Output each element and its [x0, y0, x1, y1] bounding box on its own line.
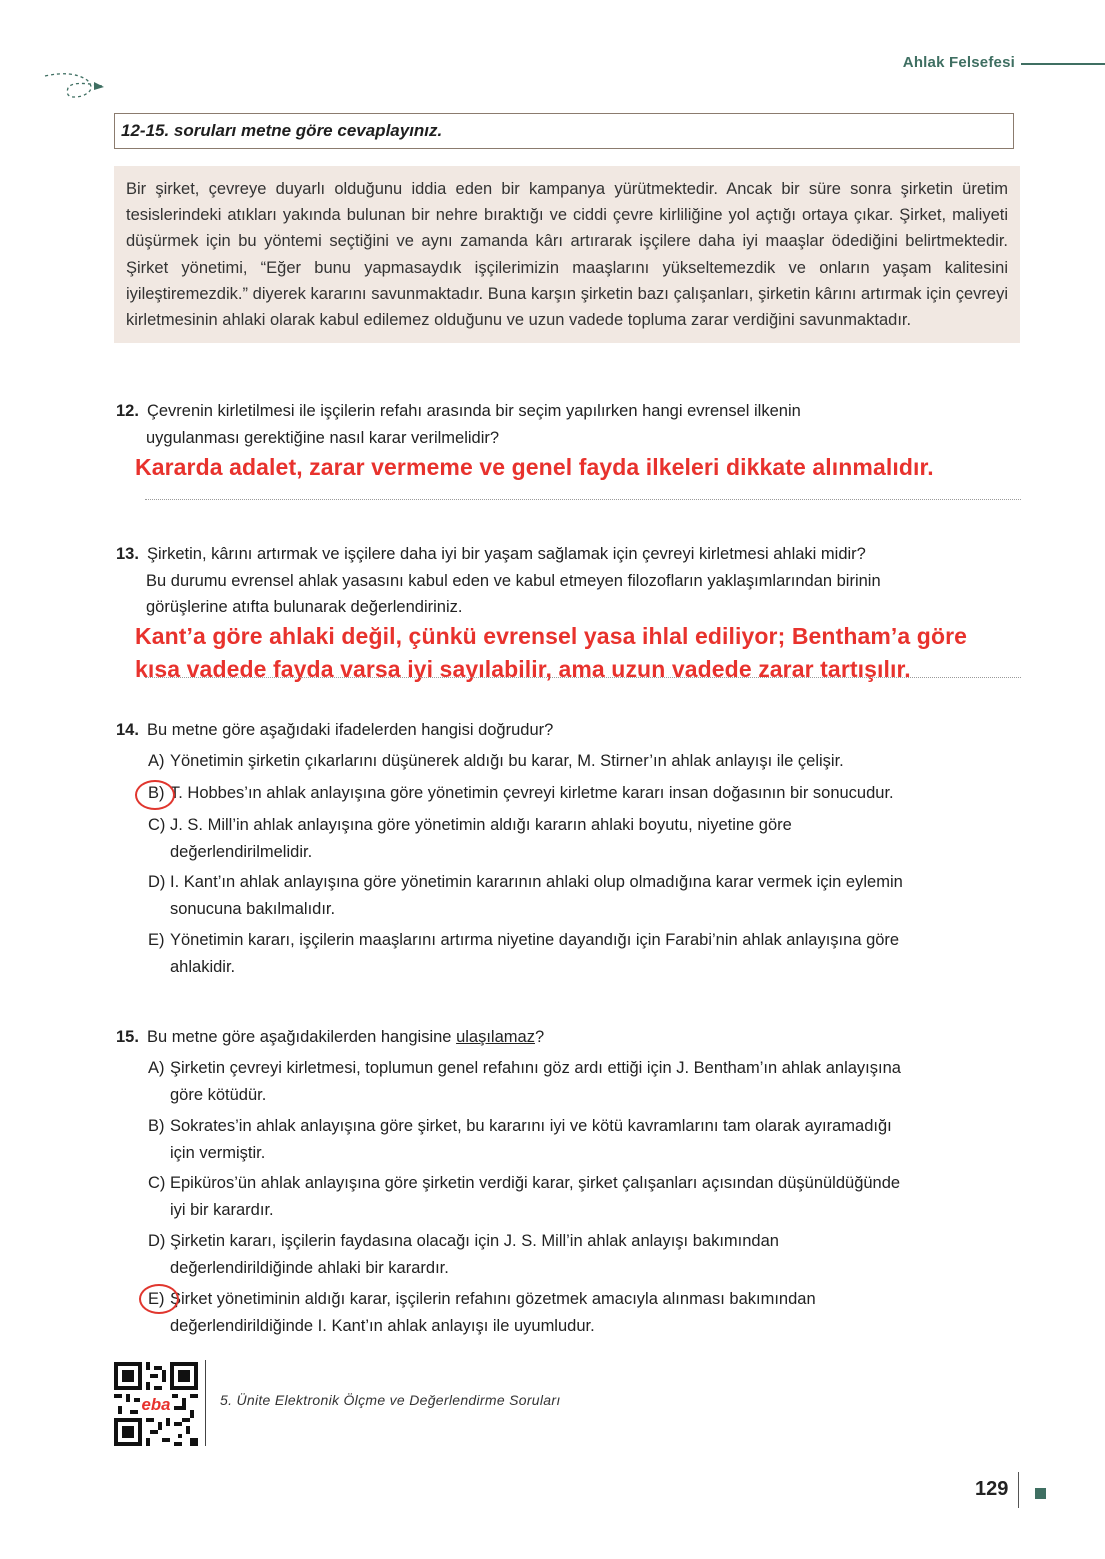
- option-text: Yönetimin kararı, işçilerin maaşlarını artırma niyetine dayandığı için Farabi’nin ahlak anlayışına göre: [170, 931, 900, 949]
- option-letter: A): [148, 752, 165, 770]
- page-number-divider: [1018, 1472, 1019, 1508]
- option-text: Epiküros’ün ahlak anlayışına göre şirketin verdiği karar, şirket çalışanları açısından düşünüldüğünde: [170, 1174, 901, 1192]
- option-letter: B): [148, 1117, 165, 1135]
- dotted-arrow-icon: [42, 68, 112, 104]
- question-text: görüşlerine atıfta bulunarak değerlendiriniz.: [146, 598, 463, 616]
- question-text: ?: [534, 1028, 545, 1046]
- option-text: Şirketin çevreyi kirletmesi, toplumun genel refahını göz ardı ettiği için J. Bentham’ın ahlak anlayışına: [170, 1059, 901, 1077]
- option-text: değerlendirildiğinde ahlaki bir karardır.: [170, 1258, 449, 1277]
- option-letter: E): [148, 1290, 165, 1308]
- handwritten-answer-12: Kararda adalet, zarar vermeme ve genel fayda ilkeleri dikkate alınmalıdır.: [135, 454, 934, 480]
- page-marker-square: [1035, 1488, 1046, 1499]
- answer-line: [145, 499, 1021, 500]
- question-13: [116, 541, 881, 621]
- question-text: Bu metne göre aşağıdakilerden hangisine: [146, 1028, 452, 1046]
- reading-passage: Bir şirket, çevreye duyarlı olduğunu iddia eden bir kampanya yürütmektedir. Ancak bir süre sonra şirketin üretim tesislerindeki atıkları yakında bulunan bir nehre bıraktığı ve ciddi çevre kirliliğine yol açtığı ortaya çıkar. Şirket, maliyeti düşürmek için bu yöntemi seçtiğini ve aynı zamanda kârı artırarak işçilere daha iyi maaşlar ödediğini belirtmektedir. Şirket yönetimi, “Eğer bunu yapmasaydık işçilerimizin maaşlarını yükseltemezdik ve onların yaşam kalitesini iyileştiremezdik.” diyerek kararını savunmaktadır. Buna karşın şirketin bazı çalışanları, şirketin kârını artırmak için çevreyi kirletmesinin ahlaki olarak kabul edilemez olduğunu ve uzun vadede topluma zarar verdiğini savunmaktadır.: [114, 166, 1020, 343]
- qr-code-icon[interactable]: [114, 1362, 198, 1446]
- question-12: [116, 398, 801, 451]
- question-text: Şirketin, kârını artırmak ve işçilere daha iyi bir yaşam sağlamak için çevreyi kirletmesi ahlaki midir?: [146, 545, 866, 563]
- option-text: değerlendirildiğinde I. Kant’ın ahlak anlayışı ile uyumludur.: [170, 1316, 595, 1335]
- option-text: değerlendirilmelidir.: [170, 842, 313, 861]
- option-letter: D): [148, 873, 166, 891]
- page-number: 129: [975, 1478, 1009, 1500]
- question-number: 12.: [116, 402, 139, 420]
- option-text: ahlakidir.: [170, 957, 236, 976]
- question-emphasis: ulaşılamaz: [456, 1028, 535, 1046]
- question-number: 15.: [116, 1028, 139, 1046]
- header-rule: [1021, 63, 1105, 65]
- handwritten-answer-13a: Kant’a göre ahlaki değil, çünkü evrensel yasa ihlal ediliyor; Bentham’a göre: [135, 623, 968, 649]
- question-text: uygulanması gerektiğine nasıl karar verilmelidir?: [146, 428, 500, 447]
- option-text: Sokrates’in ahlak anlayışına göre şirket, bu kararını iyi ve kötü kavramlarını tam olarak ayıramadığı: [170, 1117, 892, 1135]
- option-14-e[interactable]: [148, 927, 1018, 980]
- option-letter: A): [148, 1059, 165, 1077]
- option-text: Şirket yönetiminin aldığı karar, işçilerin refahını gözetmek amacıyla alınması bakımından: [170, 1290, 816, 1308]
- question-text: Çevrenin kirletilmesi ile işçilerin refahı arasında bir seçim yapılırken hangi evrensel ilkenin: [146, 402, 801, 420]
- option-15-b[interactable]: [148, 1113, 1018, 1166]
- eba-logo: eba: [141, 1395, 171, 1414]
- section-title: Ahlak Felsefesi: [902, 54, 1015, 71]
- footer-divider: [205, 1360, 206, 1446]
- option-text: Şirketin kararı, işçilerin faydasına olacağı için J. S. Mill’in ahlak anlayışı bakımından: [170, 1232, 779, 1250]
- option-letter: B): [148, 784, 165, 802]
- option-14-d[interactable]: [148, 869, 1018, 922]
- option-15-c[interactable]: [148, 1170, 1018, 1223]
- instruction-box: 12-15. soruları metne göre cevaplayınız.: [114, 113, 1014, 149]
- option-14-a[interactable]: [148, 748, 1018, 775]
- answer-line: [145, 677, 1021, 678]
- answer-circle-mark: [135, 780, 175, 810]
- option-14-b[interactable]: [148, 780, 1018, 807]
- option-15-d[interactable]: [148, 1228, 1018, 1281]
- option-text: I. Kant’ın ahlak anlayışına göre yönetimin kararının ahlaki olup olmadığına karar vermek için eylemin: [170, 873, 903, 891]
- option-letter: C): [148, 816, 166, 834]
- option-15-a[interactable]: [148, 1055, 1018, 1108]
- option-text: iyi bir karardır.: [170, 1200, 274, 1219]
- option-letter: D): [148, 1232, 166, 1250]
- option-14-c[interactable]: [148, 812, 1018, 865]
- question-number: 13.: [116, 545, 139, 563]
- option-text: için vermiştir.: [170, 1143, 266, 1162]
- option-text: J. S. Mill’in ahlak anlayışına göre yönetimin aldığı kararın ahlaki boyutu, niyetine göre: [170, 816, 792, 834]
- question-text: Bu durumu evrensel ahlak yasasını kabul eden ve kabul etmeyen filozofların yaklaşımlarından birinin: [146, 571, 881, 590]
- option-text: Yönetimin şirketin çıkarlarını düşünerek aldığı bu karar, M. Stirner’ın ahlak anlayışı ile çelişir.: [170, 752, 844, 770]
- answer-circle-mark: [139, 1284, 179, 1314]
- option-text: göre kötüdür.: [170, 1085, 267, 1104]
- question-14: [116, 717, 553, 744]
- option-letter: E): [148, 931, 165, 949]
- question-text: Bu metne göre aşağıdaki ifadelerden hangisi doğrudur?: [146, 721, 554, 739]
- option-15-e[interactable]: [148, 1286, 1018, 1339]
- question-15: [116, 1024, 544, 1051]
- question-number: 14.: [116, 721, 139, 739]
- option-letter: C): [148, 1174, 166, 1192]
- footer-caption: 5. Ünite Elektronik Ölçme ve Değerlendirme Soruları: [220, 1392, 561, 1408]
- option-text: T. Hobbes’ın ahlak anlayışına göre yönetimin çevreyi kirletme kararı insan doğasının bir sonucudur.: [170, 784, 894, 802]
- option-text: sonucuna bakılmalıdır.: [170, 899, 336, 918]
- handwritten-answer-13b: kısa vadede fayda varsa iyi sayılabilir, ama uzun vadede zarar tartışılır.: [135, 656, 911, 682]
